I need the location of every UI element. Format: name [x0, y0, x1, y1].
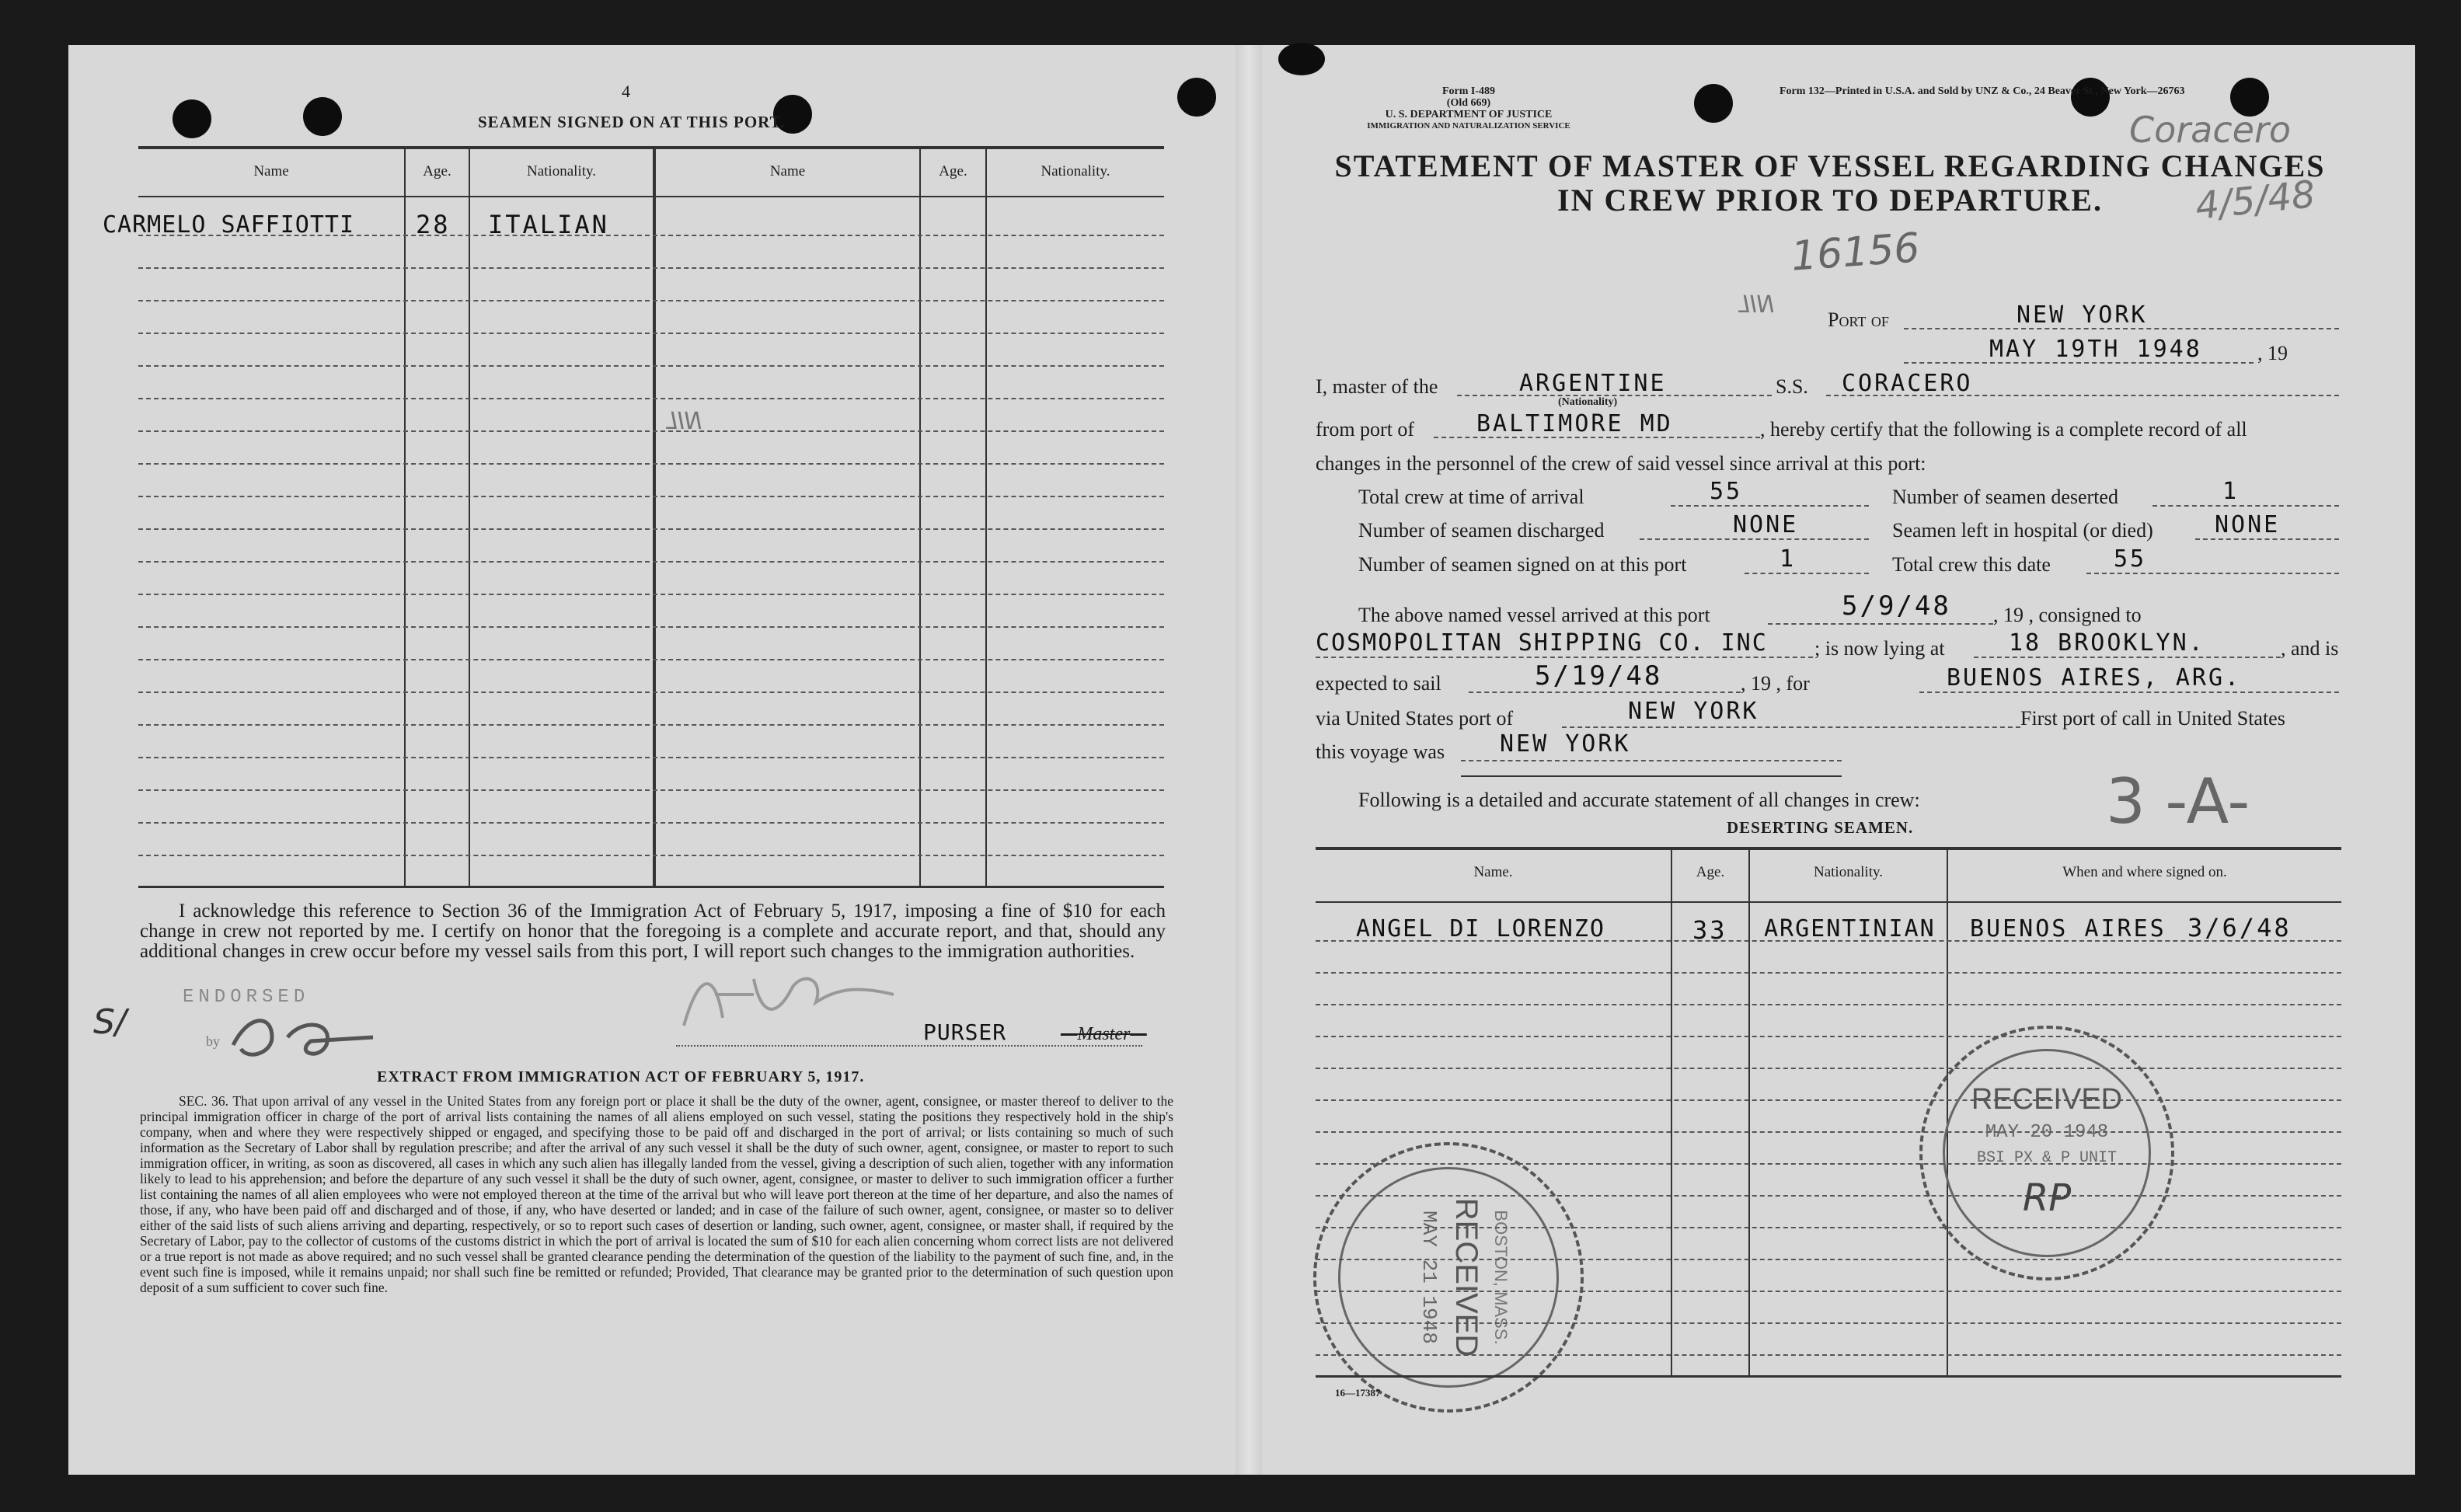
stat-line [1745, 573, 1869, 574]
nationality-caption: (Nationality) [1558, 396, 1618, 408]
title-line-2: IN CREW PRIOR TO DEPARTURE. [1557, 183, 2103, 218]
column-header-nationality: Nationality. [527, 163, 596, 179]
column-header-age: Age. [1696, 864, 1725, 880]
table-row-rule [138, 724, 1164, 726]
title-line-1: STATEMENT OF MASTER OF VESSEL REGARDING CHANGES [1334, 148, 2326, 183]
total-crew-date-label: Total crew this date [1892, 553, 2051, 576]
signed-on-value: 1 [1780, 545, 1797, 573]
via-label: via United States port of [1316, 707, 1514, 730]
sail-date: 5/19/48 [1535, 660, 1663, 692]
arrived-date: 5/9/48 [1842, 591, 1951, 622]
endorsed-label: ENDORSED [183, 987, 310, 1008]
consignee-line [1316, 657, 1813, 658]
table-row-rule [138, 626, 1164, 628]
hospital-label: Seamen left in hospital (or died) [1892, 519, 2153, 542]
master-of-label: I, master of the [1316, 375, 1438, 398]
nil-mark-right: NIL [1737, 291, 1775, 319]
table-row-rule [138, 267, 1164, 269]
following-text: Following is a detailed and accurate statement of all changes in crew: [1358, 789, 1920, 811]
page-number: 4 [622, 82, 630, 101]
left-table-top-rule [138, 146, 1164, 149]
form-number-block [1321, 85, 1616, 132]
column-header-age: Age. [423, 163, 451, 179]
punch-hole [173, 99, 211, 138]
stamp-date: MAY 21 1948 [1417, 1211, 1441, 1344]
table-row-rule [1316, 1195, 2341, 1197]
left-col-divider [469, 148, 470, 886]
printer-note: Form 132—Printed in U.S.A. and Sold by UNZ & Co., 24 Beaver St., New York—26763 [1780, 85, 2185, 97]
column-header-age: Age. [939, 163, 967, 179]
and-is-label: , and is [2281, 637, 2339, 660]
hospital-value: NONE [2215, 511, 2281, 538]
table-row-rule [138, 822, 1164, 824]
signature-line [676, 1045, 1142, 1047]
consigned-label: , 19 , consigned to [1993, 604, 2142, 626]
destination-line [1919, 692, 2339, 693]
master-struck: —Master— [1061, 1024, 1147, 1044]
endorsed-by: by [206, 1033, 220, 1049]
column-header-name: Name. [1473, 864, 1513, 880]
left-form-title: SEAMEN SIGNED ON AT THIS PORT. [478, 113, 786, 131]
via-port-value: NEW YORK [1628, 698, 1759, 725]
left-table-header-rule [138, 196, 1164, 197]
deserter-when: 3/6/48 [2187, 913, 2292, 942]
old-form-number: (Old 669) [1446, 97, 1491, 109]
punch-hole [1278, 43, 1325, 75]
stamp-title: RECEIVED [1449, 1197, 1483, 1357]
purser-signature [668, 956, 917, 1041]
right-col-divider [1671, 848, 1672, 1377]
form-number: Form I-489 [1441, 85, 1496, 97]
voyage-label: this voyage was [1316, 740, 1445, 763]
stat-line [1640, 538, 1869, 540]
column-header-signed-on: When and where signed on. [2062, 864, 2227, 880]
page-fold [1236, 45, 1262, 1475]
seaman-name: CARMELO SAFFIOTTI [103, 211, 355, 239]
table-row-rule [1316, 1036, 2341, 1037]
column-header-nationality: Nationality. [1041, 163, 1110, 179]
stat-line [1671, 505, 1869, 507]
column-header-name: Name [769, 163, 806, 179]
table-row-rule [1316, 1163, 2341, 1165]
table-row-rule [1316, 972, 2341, 974]
table-row-rule [1316, 1131, 2341, 1133]
left-col-divider [919, 148, 921, 886]
lying-line [1974, 657, 2281, 658]
handwritten-ship-name: Coracero [2129, 109, 2292, 151]
column-header-nationality: Nationality. [1814, 864, 1883, 880]
table-row-rule [1316, 1004, 2341, 1005]
service: IMMIGRATION AND NATURALIZATION SERVICE [1367, 121, 1570, 131]
table-row-rule [1316, 1068, 2341, 1069]
table-row-rule [138, 561, 1164, 563]
right-table-top-rule [1316, 847, 2341, 850]
total-crew-arrival-label: Total crew at time of arrival [1358, 486, 1584, 508]
arrived-line [1768, 623, 1993, 625]
total-crew-date-value: 55 [2114, 545, 2147, 573]
table-row-rule [138, 757, 1164, 758]
voyage-line [1461, 760, 1842, 761]
handwritten-date: 4/5/48 [2193, 172, 2318, 228]
stamp-title: RECEIVED [1971, 1083, 2123, 1116]
from-port-value: BALTIMORE MD [1476, 410, 1673, 437]
seaman-age: 28 [416, 210, 451, 239]
table-row-rule [138, 789, 1164, 791]
table-row-rule [138, 659, 1164, 660]
table-row-rule [138, 398, 1164, 399]
signer-title: PURSER [923, 1019, 1007, 1045]
left-table-bottom-rule [138, 886, 1164, 888]
department: U. S. DEPARTMENT OF JUSTICE [1385, 109, 1553, 120]
deserted-value: 1 [2222, 478, 2240, 505]
arrived-label: The above named vessel arrived at this port [1358, 604, 1710, 626]
left-col-divider [985, 148, 987, 886]
discharged-value: NONE [1733, 511, 1799, 538]
destination-value: BUENOS AIRES, ARG. [1947, 664, 2242, 692]
right-table-bottom-rule [1316, 1375, 2341, 1378]
port-of-label: Port of [1828, 308, 1889, 331]
year-suffix: , 19 [2257, 342, 2288, 364]
sail-line [1469, 692, 1741, 693]
seaman-nationality: ITALIAN [488, 210, 609, 239]
table-row-rule [1316, 1227, 2341, 1228]
date-value: MAY 19TH 1948 [1989, 336, 2202, 363]
stamp-office: BSI PX & P UNIT [1976, 1149, 2118, 1167]
right-col-divider [1748, 848, 1750, 1377]
signed-on-label: Number of seamen signed on at this port [1358, 553, 1687, 576]
statement-title [1313, 149, 2347, 218]
table-row-rule [1316, 1322, 2341, 1324]
discharged-label: Number of seamen discharged [1358, 519, 1605, 542]
port-value: NEW YORK [2017, 301, 2148, 329]
table-row-rule [138, 528, 1164, 530]
section-rule [1461, 775, 1842, 777]
stat-line [2086, 573, 2339, 574]
acknowledgment-text: I acknowledge this reference to Section 36 of the Immigration Act of February 5, 1917, imposing a fine of $10 for each change in crew not reported by me. I certify on honor that the foregoing is a complete and accurate report, and that, should any additional changes in crew occur before my vessel sails from this port, I will report such changes to the immigration authorities. [140, 901, 1166, 962]
lying-label: ; is now lying at [1814, 637, 1945, 660]
footer-code: 16—17387 [1335, 1387, 1381, 1399]
vessel-value: CORACERO [1842, 370, 1973, 397]
stamp-initials: RP [2022, 1176, 2072, 1220]
left-col-divider [404, 148, 406, 886]
table-row-rule [138, 300, 1164, 301]
table-row-rule [138, 496, 1164, 497]
table-row-rule [1316, 1259, 2341, 1260]
for-label: , 19 , for [1741, 672, 1810, 695]
ss-label: S.S. [1776, 375, 1808, 398]
deserter-name: ANGEL DI LORENZO [1356, 915, 1605, 942]
table-row-rule [138, 463, 1164, 465]
received-stamp-new-york [1919, 1026, 2174, 1280]
table-row-rule [138, 594, 1164, 595]
via-line [1562, 726, 2020, 728]
punch-hole [303, 97, 342, 136]
punch-hole [1177, 78, 1216, 117]
table-row-rule [138, 692, 1164, 693]
extract-text: SEC. 36. That upon arrival of any vessel in the United States from any foreign port or place it shall be the duty of the owner, agent, consignee, or master thereof to deliver to the principal immigration officer in charge of the port of arrival lists containing the names of all aliens employed on such vessel, stating the positions they respectively hold in the ship's company, when and where they were respectively shipped or engaged, and specifying those to be paid off and discharged in the port of arrival; or lists containing so much of such information as the Secretary of Labor shall by regulation prescribe; and after the arrival of any such vessel it shall be the duty of such owner, agent, consignee, or master to report to such immigration officer, in writing, as soon as discovered, all cases in which any such alien has illegally landed from the vessel, giving a description of such alien, together with any information likely to lead to his apprehension; and before the departure of any such vessel it shall be the duty of such owner, agent, consignee, or master to deliver to such immigration officer a further list containing the names of all alien employees who were not employed thereon at the time of the arrival but who will leave port thereon at the time of her departure, and also the names of those, if any, who have been paid off and discharged and of those, if any, who have deserted or landed; and in case of the failure of such owner, agent, consignee, or master so to deliver either of the said lists of such aliens arriving and departing, respectively, or so to report such cases of desertion or landing, such owner, agent, consignee, or master shall, if required by the Secretary of Labor, pay to the collector of customs of the customs district in which the port of arrival is located the sum of $10 for each alien concerning whom correct lists are not delivered or a true report is not made as above required; and no such vessel shall be granted clearance pending the determination of the question of the liability to the payment of such fine, and, in the event such fine is imposed, while it remains unpaid; nor shall such fine be remitted or refunded; Provided, That clearance may be granted prior to the determination of such question upon deposit of a sum sufficient to cover such fine. [140, 1093, 1173, 1295]
first-port-value: NEW YORK [1500, 730, 1631, 758]
table-row-rule [1316, 1099, 2341, 1101]
table-row-rule [138, 855, 1164, 856]
stat-line [2195, 538, 2339, 540]
expected-label: expected to sail [1316, 672, 1441, 695]
deserter-age: 33 [1692, 915, 1727, 945]
extract-title: EXTRACT FROM IMMIGRATION ACT OF FEBRUARY 5, 1917. [377, 1068, 865, 1085]
deserting-title: DESERTING SEAMEN. [1727, 818, 1914, 837]
consignee-value: COSMOPOLITAN SHIPPING CO. INC [1316, 629, 1768, 657]
table-row-rule [138, 365, 1164, 367]
nationality-value: ARGENTINE [1519, 370, 1667, 397]
changes-text: changes in the personnel of the crew of said vessel since arrival at this port: [1316, 452, 1926, 475]
margin-note: S/ [93, 1002, 127, 1042]
from-port-label: from port of [1316, 418, 1415, 441]
nil-mark: NIL [664, 408, 702, 435]
certify-text: , hereby certify that the following is a complete record of all [1760, 418, 2247, 441]
lying-at-value: 18 BROOKLYN. [2009, 629, 2205, 657]
left-col-divider [653, 148, 656, 886]
punch-hole [1694, 84, 1733, 123]
received-stamp-boston [1313, 1142, 1584, 1413]
stamp-office: BOSTON, MASS. [1491, 1210, 1511, 1345]
stamp-date: MAY 20 1948 [1985, 1122, 2109, 1143]
right-table-header-rule [1316, 901, 2341, 903]
column-header-name: Name [253, 163, 289, 179]
total-crew-arrival-value: 55 [1710, 478, 1743, 505]
table-row-rule [1316, 1291, 2341, 1292]
table-row-rule [1316, 1354, 2341, 1356]
deserter-nationality: ARGENTINIAN [1764, 915, 1936, 942]
stat-line [2153, 505, 2339, 507]
table-row-rule [138, 430, 1164, 432]
handwritten-number: 16156 [1790, 225, 1922, 280]
deserted-label: Number of seamen deserted [1892, 486, 2118, 508]
deserter-where: BUENOS AIRES [1970, 915, 2166, 942]
handwritten-initials [218, 1006, 404, 1068]
handwritten-code: 3 -A- [2106, 765, 2250, 838]
master-struck-text: Master [1077, 1024, 1131, 1044]
table-row-rule [138, 333, 1164, 334]
first-port-label: First port of call in United States [2020, 707, 2285, 730]
